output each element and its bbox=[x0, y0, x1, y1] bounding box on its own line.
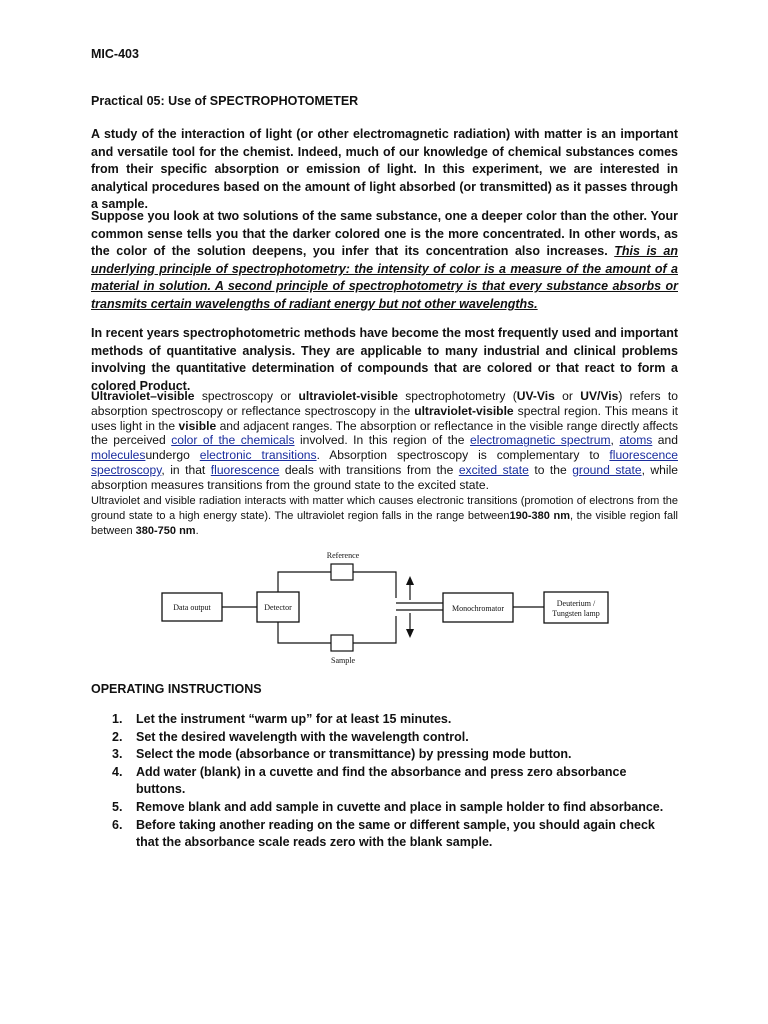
uv-text-2: spectroscopy or bbox=[194, 389, 299, 403]
arrow-down-icon bbox=[406, 629, 414, 638]
link-fluorescence[interactable]: fluorescence bbox=[210, 462, 280, 477]
monochromator-label: Monochromator bbox=[452, 604, 504, 613]
principle-paragraph bbox=[91, 208, 678, 314]
list-item bbox=[91, 711, 678, 729]
uv-text-12: and adjacent ranges. The absorption or reflectance in the visible range directly affects the perceived bbox=[91, 418, 678, 448]
step-number: 4. bbox=[112, 764, 123, 779]
uv-text-17: . Absorption spectroscopy is complementary to bbox=[316, 448, 610, 463]
uv-term-11: visible bbox=[178, 418, 217, 433]
sample-label: Sample bbox=[331, 656, 355, 665]
step-number: 3. bbox=[112, 747, 123, 762]
practical-title: Practical 05: Use of SPECTROPHOTOMETER bbox=[91, 94, 359, 108]
list-item bbox=[91, 746, 678, 764]
uv-range-text-1: Ultraviolet and visible radiation interacts with matter which causes electronic transitions (promotion of electrons from the ground state to a high energy state). The ultraviolet region falls in the range between bbox=[91, 495, 678, 522]
intro-paragraph: A study of the interaction of light (or other electromagnetic radiation) with matter is an important and versatile tool for the chemist. Indeed, much of our knowledge of chemical substances comes from their specific absorption or emission of light. In this experiment, we are interested in analytical procedures based on the amount of light absorbed (or transmitted) as it passes through a sample. bbox=[91, 127, 678, 212]
uv-text-13: involved. In this region of the bbox=[294, 433, 470, 448]
uv-text-18: , in that bbox=[161, 462, 211, 477]
step-text: Set the desired wavelength with the wavelength control. bbox=[136, 729, 469, 744]
reference-cell bbox=[331, 564, 353, 580]
lamp-label-line-1: Deuterium / bbox=[556, 599, 596, 608]
operating-instructions-title: OPERATING INSTRUCTIONS bbox=[91, 682, 262, 696]
principle-text: Suppose you look at two solutions of the same substance, one a deeper color than the other. Your common sense tells you that the darker colored one is the more concentrated. In other words, as the color of the solution deepens, you infer that its concentration also increases. bbox=[91, 209, 678, 259]
link-electronic-transitions[interactable]: electronic transitions bbox=[199, 448, 317, 463]
list-item bbox=[91, 764, 678, 799]
uv-term-1: Ultraviolet–visible bbox=[91, 389, 195, 403]
uv-term-3: ultraviolet-visible bbox=[298, 389, 398, 403]
uv-text-16: undergo bbox=[145, 448, 200, 463]
link-excited-state[interactable]: excited state bbox=[458, 462, 529, 477]
link-fluorescence-spectroscopy[interactable]: fluorescence spectroscopy bbox=[91, 448, 678, 477]
step-number: 6. bbox=[112, 817, 123, 832]
link-color-of-chemicals[interactable]: color of the chemicals bbox=[171, 433, 295, 448]
arrow-up-icon bbox=[406, 576, 414, 585]
reference-label: Reference bbox=[326, 551, 360, 560]
step-text: Let the instrument “warm up” for at least 15 minutes. bbox=[136, 712, 452, 726]
step-text: Add water (blank) in a cuvette and find the absorbance and press zero absorbance buttons. bbox=[136, 764, 627, 797]
visible-range-value: 380-750 nm bbox=[135, 524, 196, 537]
list-item bbox=[91, 729, 678, 747]
uv-range-text-2: , the visible region fall between bbox=[91, 509, 678, 537]
link-electromagnetic-spectrum[interactable]: electromagnetic spectrum bbox=[469, 433, 611, 448]
uv-range-text-3: . bbox=[195, 524, 199, 537]
step-text: Before taking another reading on the same or different sample, you should again check that the absorbance scale reads zero with the blank sample. bbox=[136, 817, 655, 850]
uv-range-paragraph bbox=[91, 494, 678, 538]
uv-text-19: deals with transitions from the bbox=[279, 462, 459, 477]
link-ground-state[interactable]: ground state bbox=[572, 462, 642, 477]
spectrophotometer-diagram bbox=[160, 548, 620, 668]
operating-steps-list bbox=[91, 711, 678, 852]
uv-range-value: 190-380 nm bbox=[509, 509, 570, 522]
uv-text-4: spectrophotometry ( bbox=[397, 389, 517, 403]
uv-text-21: , while absorption measures transitions from the ground state to the excited state. bbox=[91, 462, 678, 492]
principle-emphasis: This is an underlying principle of spectrophotometry: the intensity of color is a measure of the amount of a material in solution. A second principle of spectrophotometry is that every substance absorbs or transmits certain wavelengths of radiant energy but not other wavelengths. bbox=[91, 244, 678, 311]
link-molecules[interactable]: molecules bbox=[91, 448, 146, 463]
course-code: MIC-403 bbox=[91, 47, 139, 61]
list-item bbox=[91, 817, 678, 852]
list-item bbox=[91, 799, 678, 817]
uv-text-6: or bbox=[554, 389, 581, 403]
step-number: 5. bbox=[112, 799, 123, 814]
data-output-label: Data output bbox=[173, 603, 211, 612]
detector-label: Detector bbox=[264, 603, 292, 612]
step-number: 2. bbox=[112, 729, 123, 744]
uv-text-15: and bbox=[652, 433, 678, 448]
methods-paragraph: In recent years spectrophotometric methods have become the most frequently used and important methods of quantitative analysis. They are applicable to many industrial and clinical problems involving the quantitative determination of compounds that are colored or that react to form a colored Product. bbox=[91, 326, 678, 393]
step-number: 1. bbox=[112, 712, 123, 726]
uv-term-9: ultraviolet-visible bbox=[414, 403, 514, 418]
lamp-label-line-2: Tungsten lamp bbox=[552, 609, 600, 618]
uv-term-5: UV-Vis bbox=[516, 389, 555, 403]
link-atoms[interactable]: atoms bbox=[619, 433, 653, 448]
uv-term-7: UV/Vis bbox=[580, 389, 619, 403]
uv-text-8: ) refers to absorption spectroscopy or reflectance spectroscopy in the bbox=[91, 389, 678, 418]
uv-vis-paragraph bbox=[91, 389, 678, 493]
uv-text-20: to the bbox=[528, 462, 573, 477]
sample-cell bbox=[331, 635, 353, 651]
uv-text-14: , bbox=[610, 433, 620, 448]
step-text: Remove blank and add sample in cuvette and place in sample holder to find absorbance. bbox=[136, 799, 664, 814]
uv-text-10: spectral region. This means it uses light in the bbox=[91, 403, 678, 433]
step-text: Select the mode (absorbance or transmittance) by pressing mode button. bbox=[136, 747, 572, 762]
